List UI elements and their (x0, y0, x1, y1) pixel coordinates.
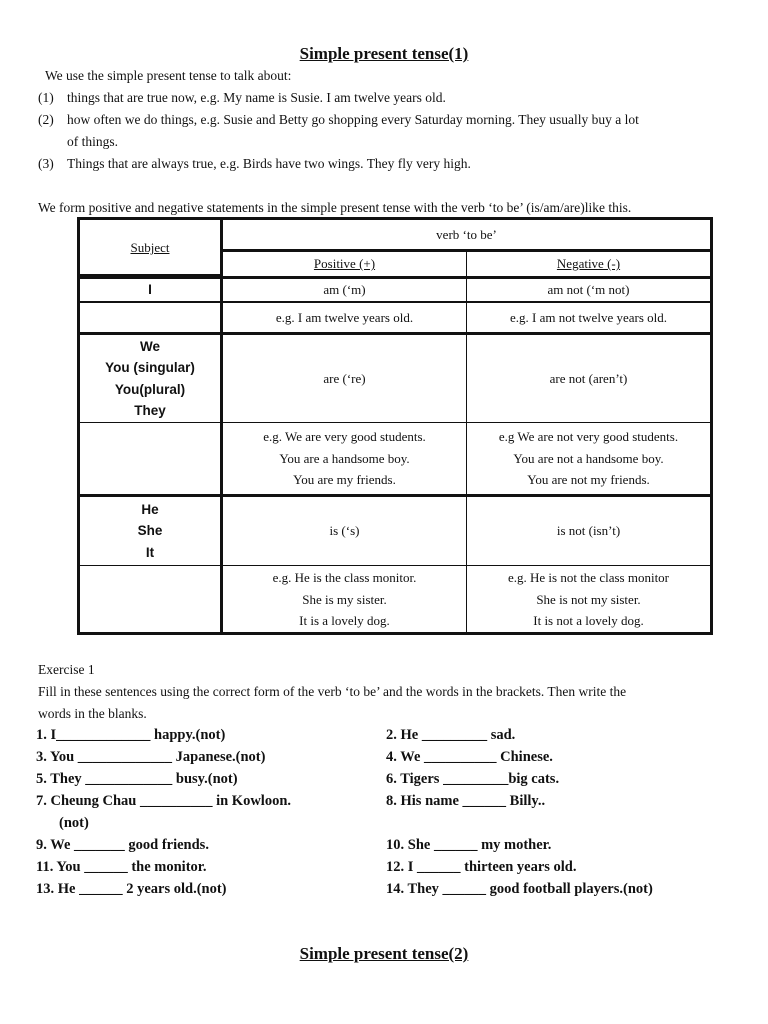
exercise-item-3: 3. You _____________ Japanese.(not) (36, 749, 266, 765)
example-sentence: It is not a lovely dog. (533, 613, 644, 629)
exercise-item-7-continued: (not) (59, 815, 89, 831)
negative-header: Negative (-) (556, 256, 621, 272)
use-number: (3) (38, 156, 54, 171)
example-sentence: e.g We are not very good students. (498, 429, 679, 445)
positive-form: are (‘re) (323, 370, 366, 386)
exercise-item-12: 12. I ______ thirteen years old. (386, 859, 577, 875)
use-item-2 (0, 109, 768, 153)
negative-form: am not (‘m not) (547, 282, 630, 298)
example-sentence: e.g. I am twelve years old. (275, 309, 414, 325)
negative-form: are not (aren’t) (549, 370, 628, 386)
subject-word: I (148, 282, 152, 298)
use-number: (1) (38, 90, 54, 105)
example-sentence: e.g. We are very good students. (263, 429, 426, 445)
negative-examples (467, 566, 710, 633)
subject-cell (80, 335, 220, 422)
exercise-instructions: Fill in these sentences using the correct form of the verb ‘to be’ and the words in the brackets. Then write the (38, 684, 627, 699)
negative-form: is not (isn’t) (556, 523, 621, 539)
use-number: (2) (38, 112, 54, 127)
verb-header: verb ‘to be’ (436, 226, 497, 242)
exercise-item-6: 6. Tigers _________big cats. (386, 771, 560, 787)
intro-text: We use the simple present tense to talk about: (45, 68, 292, 83)
exercise-item-11: 11. You ______ the monitor. (36, 859, 207, 875)
negative-examples (467, 303, 710, 332)
subject-cell (80, 497, 220, 565)
subject-word: He (141, 501, 159, 517)
positive-examples (223, 423, 466, 494)
use-text: how often we do things, e.g. Susie and Betty go shopping every Saturday morning. They usually buy a lot (67, 112, 639, 127)
subject-cell (80, 279, 220, 301)
exercise-item-10: 10. She ______ my mother. (386, 837, 552, 853)
section-title-2: Simple present tense(2) (299, 944, 469, 963)
page-title: Simple present tense(1) (299, 44, 469, 63)
example-sentence: It is a lovely dog. (299, 613, 390, 629)
subject-word: It (145, 544, 155, 560)
use-text-continued: of things. (67, 134, 119, 149)
example-sentence: You are not my friends. (527, 472, 650, 488)
to-be-table (77, 217, 713, 635)
example-sentence: e.g. I am not twelve years old. (509, 309, 668, 325)
positive-examples (223, 566, 466, 633)
exercise-item-8: 8. His name ______ Billy.. (386, 793, 546, 809)
positive-header: Positive (+) (313, 256, 376, 272)
example-sentence: e.g. He is the class monitor. (272, 570, 417, 586)
negative-examples (467, 423, 710, 494)
exercise-item-4: 4. We __________ Chinese. (386, 749, 553, 765)
subject-word: You (singular) (105, 360, 195, 375)
subject-word: We (139, 338, 160, 354)
exercise-item-13: 13. He ______ 2 years old.(not) (36, 881, 227, 897)
table-intro: We form positive and negative statements in the simple present tense with the verb ‘to be’ (is/am/are)like this. (38, 200, 632, 215)
example-sentence: She is not my sister. (536, 591, 641, 607)
exercise-item-2: 2. He _________ sad. (386, 727, 516, 743)
positive-examples (223, 303, 466, 332)
exercise-label: Exercise 1 (38, 662, 95, 677)
use-text: Things that are always true, e.g. Birds have two wings. They fly very high. (67, 156, 471, 171)
example-sentence: You are not a handsome boy. (513, 450, 664, 466)
example-sentence: You are a handsome boy. (279, 450, 410, 466)
subject-word: They (134, 403, 166, 418)
example-sentence: You are my friends. (293, 472, 396, 488)
exercise-instructions-continued: words in the blanks. (38, 706, 147, 721)
exercise-item-14: 14. They ______ good football players.(not) (386, 881, 653, 897)
subject-word: She (137, 523, 163, 539)
positive-form: am (‘m) (323, 282, 366, 298)
positive-form: is (‘s) (329, 523, 360, 539)
use-item-1 (0, 87, 768, 109)
subject-word: You(plural) (114, 381, 186, 397)
use-text: things that are true now, e.g. My name is Susie. I am twelve years old. (67, 90, 446, 105)
example-sentence: e.g. He is not the class monitor (507, 570, 670, 586)
exercise-item-7: 7. Cheung Chau __________ in Kowloon. (36, 793, 292, 809)
exercise-item-1: 1. I_____________ happy.(not) (36, 727, 226, 743)
example-sentence: She is my sister. (302, 591, 387, 607)
use-item-3 (0, 153, 768, 175)
subject-header: Subject (130, 240, 170, 256)
exercise-item-9: 9. We _______ good friends. (36, 837, 209, 853)
exercise-item-5: 5. They ____________ busy.(not) (36, 771, 238, 787)
